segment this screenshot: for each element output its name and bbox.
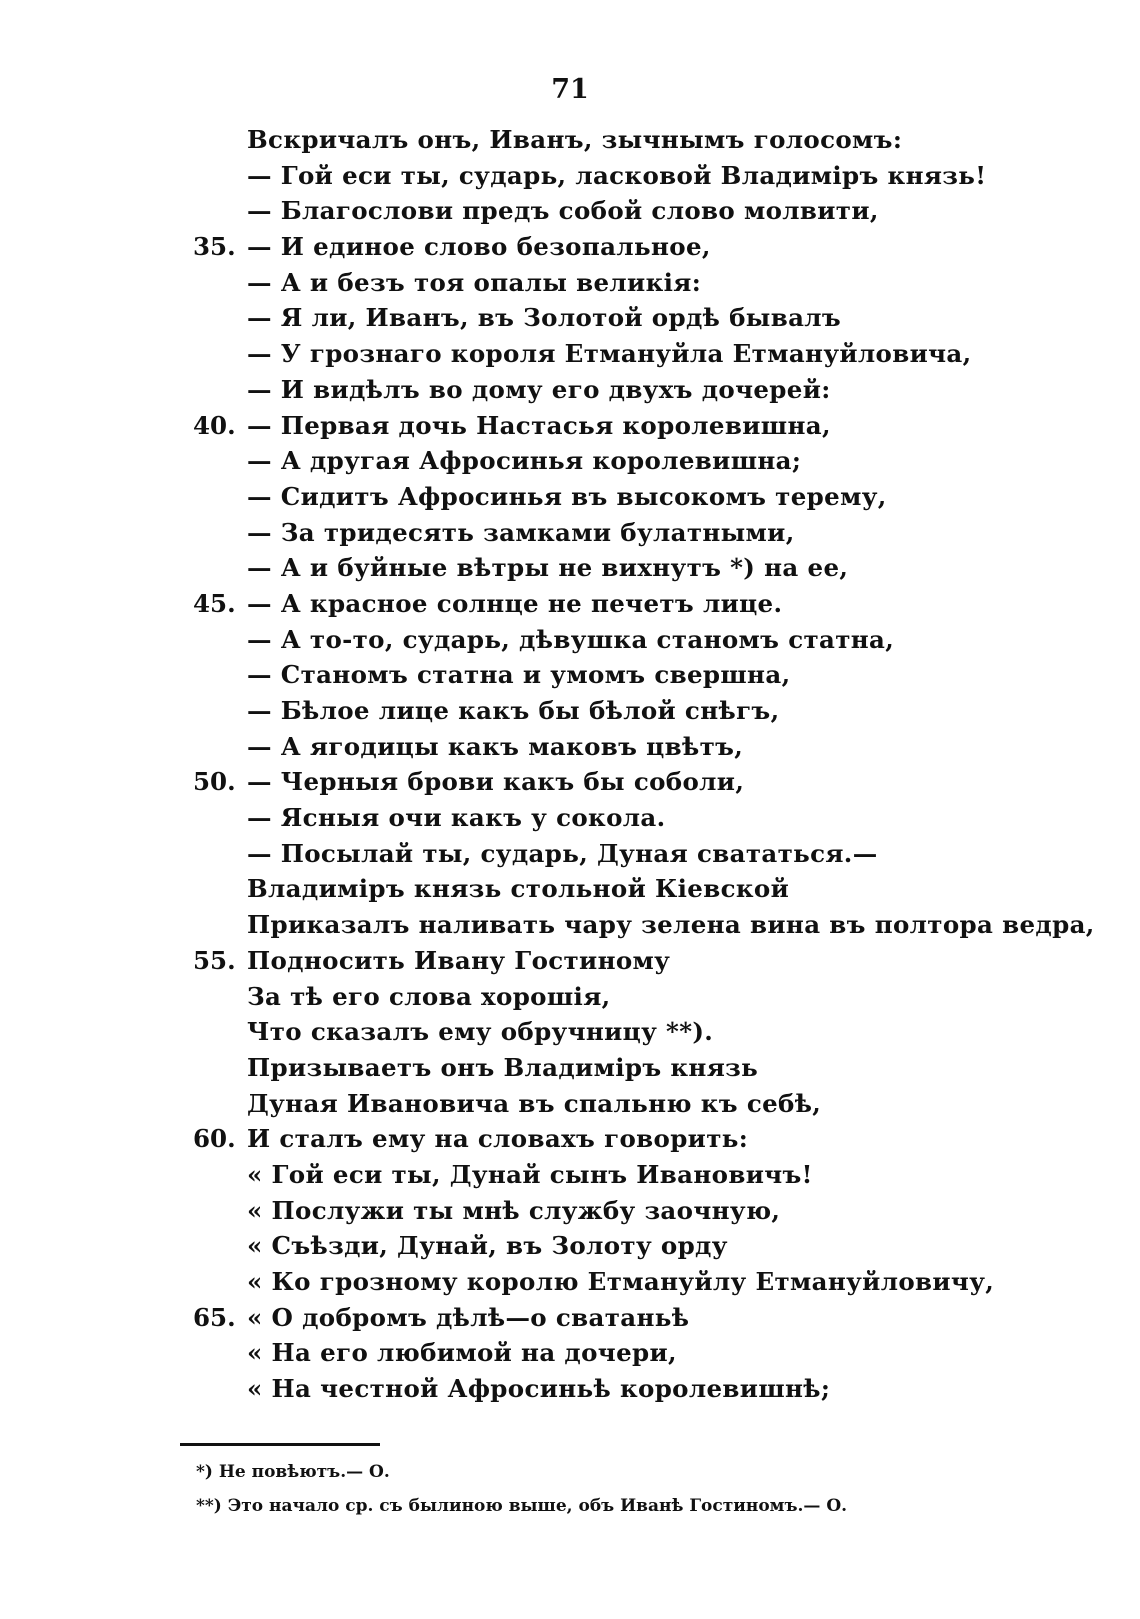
footnote-divider — [180, 1443, 380, 1446]
verse-line — [0, 265, 1140, 301]
verse-line — [0, 1371, 1140, 1407]
verse-text: — И видѣлъ во дому его двухъ дочерей: — [247, 374, 831, 404]
line-number: 65. — [193, 1302, 236, 1332]
verse-line — [0, 1335, 1140, 1371]
verse-line — [0, 622, 1140, 658]
verse-text: « Ко грозному королю Етмануйлу Етмануйловичу, — [247, 1267, 995, 1296]
verse-text: Подносить Ивану Гостиному — [247, 945, 671, 975]
verse-text: За тѣ его слова хорошія, — [247, 981, 611, 1011]
verse-text: « На честной Афросиньѣ королевишнѣ; — [247, 1374, 831, 1404]
verse-line — [0, 300, 1140, 336]
verse-line — [0, 408, 1140, 444]
verse-line — [0, 443, 1140, 479]
verse-line — [0, 372, 1140, 408]
verse-line — [0, 764, 1140, 800]
verse-text: Владиміръ князь стольной Кіевской — [247, 874, 790, 904]
page-number: 71 — [551, 74, 589, 105]
verse-text: — А ягодицы какъ маковъ цвѣтъ, — [247, 731, 744, 761]
footnote-list — [196, 1455, 1076, 1523]
verse-line — [0, 1121, 1140, 1157]
footnote: *) Не повѣютъ.— О. — [196, 1462, 390, 1482]
verse-text: « Съѣзди, Дунай, въ Золоту орду — [247, 1231, 728, 1261]
verse-text: — А то-то, сударь, дѣвушка станомъ статна, — [247, 624, 895, 654]
line-number: 45. — [193, 588, 236, 618]
verse-line — [0, 1050, 1140, 1086]
verse-line — [0, 515, 1140, 551]
verse-line — [0, 158, 1140, 194]
verse-text: Что сказалъ ему обручницу **). — [247, 1017, 714, 1047]
verse-line — [0, 836, 1140, 872]
verse-line — [0, 550, 1140, 586]
verse-text: « На его любимой на дочери, — [247, 1338, 677, 1368]
verse-text: — Посылай ты, сударь, Дуная свататься.— — [247, 838, 878, 868]
verse-line — [0, 693, 1140, 729]
verse-text: — Благослови предъ собой слово молвити, — [247, 196, 879, 226]
verse-text: Призываетъ онъ Владиміръ князь — [247, 1052, 759, 1082]
verse-line — [0, 479, 1140, 515]
verse-line — [0, 657, 1140, 693]
verse-text: « Гой еси ты, Дунай сынъ Ивановичъ! — [247, 1159, 813, 1189]
line-number: 40. — [193, 410, 236, 440]
verse-list — [0, 122, 1140, 1407]
verse-text: — Гой еси ты, сударь, ласковой Владиміръ князь! — [247, 160, 987, 190]
verse-line — [0, 800, 1140, 836]
verse-text: — И единое слово безопальное, — [247, 232, 711, 262]
verse-line — [0, 1157, 1140, 1193]
verse-text: — Станомъ статна и умомъ свершна, — [247, 660, 791, 690]
verse-line — [0, 122, 1140, 158]
verse-line — [0, 1300, 1140, 1336]
verse-line — [0, 1193, 1140, 1229]
verse-text: « Послужи ты мнѣ службу заочную, — [247, 1195, 781, 1225]
verse-line — [0, 586, 1140, 622]
verse-text: — У грознаго короля Етмануйла Етмануйловича, — [247, 339, 972, 369]
verse-text: — Ясныя очи какъ у сокола. — [247, 803, 666, 833]
verse-text: — Черныя брови какъ бы соболи, — [247, 767, 745, 797]
verse-text: — А другая Афросинья королевишна; — [247, 446, 802, 476]
verse-text: И сталъ ему на словахъ говорить: — [247, 1124, 749, 1154]
verse-line — [0, 229, 1140, 265]
verse-line — [0, 871, 1140, 907]
verse-text: — Я ли, Иванъ, въ Золотой ордѣ бывалъ — [247, 303, 842, 333]
verse-text: — Сидитъ Афросинья въ высокомъ терему, — [247, 481, 887, 511]
verse-text: Приказалъ наливать чару зелена вина въ полтора ведра, — [247, 910, 1095, 940]
verse-line — [0, 943, 1140, 979]
line-number: 50. — [193, 767, 236, 797]
verse-line — [0, 1086, 1140, 1122]
verse-line — [0, 336, 1140, 372]
verse-line — [0, 979, 1140, 1015]
verse-line — [0, 907, 1140, 943]
verse-text: — А и безъ тоя опалы великія: — [247, 267, 702, 297]
line-number: 60. — [193, 1124, 236, 1154]
verse-text: — Бѣлое лице какъ бы бѣлой снѣгъ, — [247, 696, 780, 725]
line-number: 35. — [193, 232, 236, 262]
verse-line — [0, 1014, 1140, 1050]
line-number: 55. — [193, 945, 236, 975]
verse-text: « О добромъ дѣлѣ—о сватаньѣ — [247, 1302, 690, 1332]
verse-text: — Первая дочь Настасья королевишна, — [247, 410, 831, 440]
verse-text: Вскричалъ онъ, Иванъ, зычнымъ голосомъ: — [247, 125, 903, 154]
verse-line — [0, 729, 1140, 765]
verse-text: Дуная Ивановича въ спальню къ себѣ, — [247, 1088, 822, 1118]
verse-text: — А и буйные вѣтры не вихнутъ *) на ее, — [247, 553, 849, 583]
verse-line — [0, 193, 1140, 229]
footnote: **) Это начало ср. съ былиною выше, объ Иванѣ Гостиномъ.— О. — [196, 1496, 848, 1516]
verse-text: — За тридесять замками булатными, — [247, 517, 795, 547]
verse-line — [0, 1228, 1140, 1264]
verse-line — [0, 1264, 1140, 1300]
verse-text: — А красное солнце не печетъ лице. — [247, 588, 783, 618]
